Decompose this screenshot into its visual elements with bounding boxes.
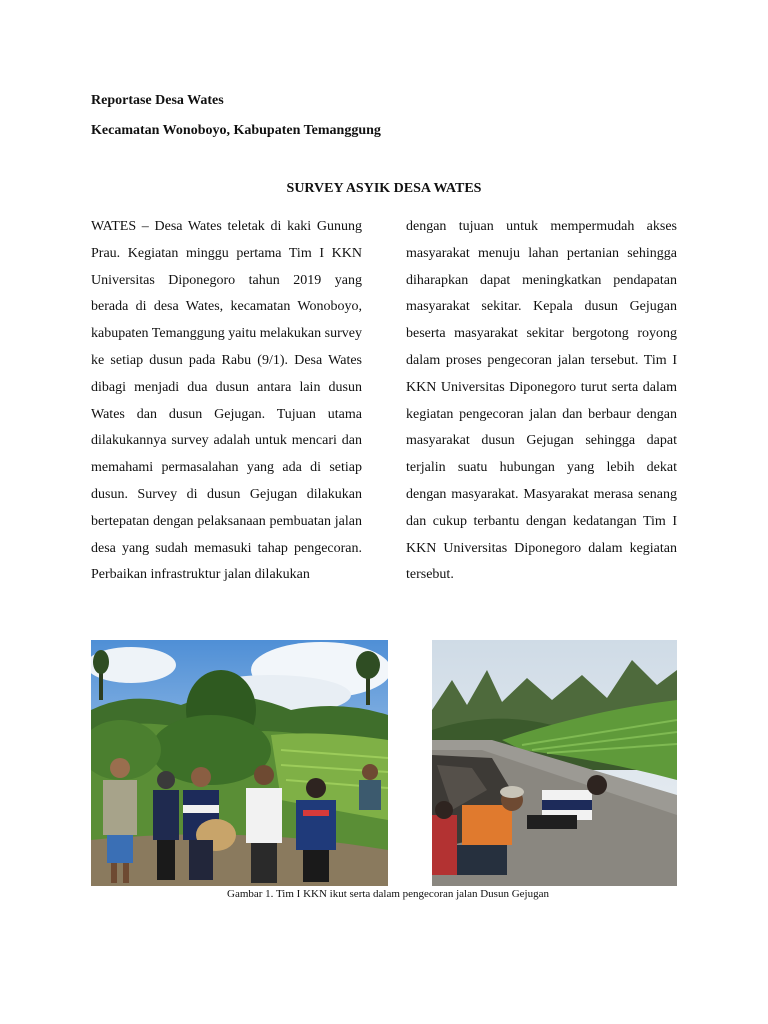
article-column-right: dengan tujuan untuk mempermudah akses masyarakat menuju lahan pertanian sehingga diharapkan dapat meningkatkan pendapatan masyarakat sekitar. Kepala dusun Gejugan beserta masyarakat sekitar bergotong royong dalam proses pengecoran jalan tersebut. Tim I KKN Universitas Diponegoro turut serta dalam kegiatan pengecoran jalan dan berbaur dengan masyarakat dusun Gejugan sehingga dapat terjalin suatu hubungan yang lebih dekat dengan masyarakat. Masyarakat merasa senang dan cukup terbantu dengan kedatangan Tim I KKN Universitas Diponegoro dalam kegiatan tersebut.	[406, 219, 677, 583]
article-title: SURVEY ASYIK DESA WATES	[286, 181, 482, 196]
figure-caption: Gambar 1. Tim I KKN ikut serta dalam pengecoran jalan Dusun Gejugan	[227, 888, 549, 900]
photo-group-in-fields	[91, 640, 388, 886]
report-heading: Reportase Desa Wates	[91, 93, 224, 108]
report-subheading: Kecamatan Wonoboyo, Kabupaten Temanggung	[91, 123, 381, 138]
photo-road-concreting	[432, 640, 677, 886]
article-column-left: WATES – Desa Wates teletak di kaki Gunung Prau. Kegiatan minggu pertama Tim I KKN Universitas Diponegoro tahun 2019 yang berada di desa Wates, kecamatan Wonoboyo, kabupaten Temanggung yaitu melakukan survey ke setiap dusun pada Rabu (9/1). Desa Wates dibagi menjadi dua dusun antara lain dusun Wates dan dusun Gejugan. Tujuan utama dilakukannya survey adalah untuk mencari dan memahami permasalahan yang ada di setiap dusun. Survey di dusun Gejugan dilakukan bertepatan dengan pelaksanaan pembuatan jalan desa yang sudah memasuki tahap pengecoran. Perbaikan infrastruktur jalan dilakukan	[91, 219, 362, 583]
